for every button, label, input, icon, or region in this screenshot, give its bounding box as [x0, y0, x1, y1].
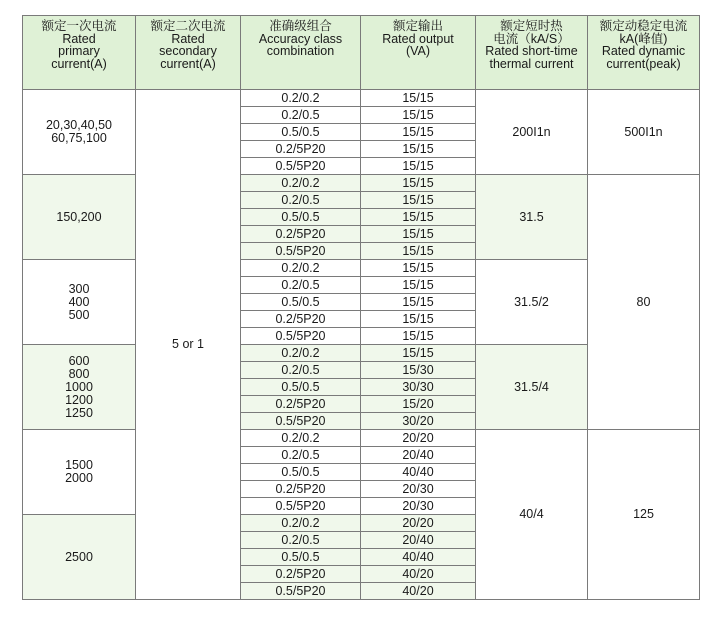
- accuracy-cell: 0.5/0.5: [241, 294, 361, 311]
- output-cell: 20/40: [361, 447, 476, 464]
- thermal-current-cell: 31.5/4: [476, 345, 588, 430]
- thermal-current-cell: 200I1n: [476, 90, 588, 175]
- output-cell: 15/15: [361, 90, 476, 107]
- dynamic-current-cell: 500I1n: [588, 90, 700, 175]
- accuracy-cell: 0.2/5P20: [241, 481, 361, 498]
- output-cell: 15/15: [361, 243, 476, 260]
- header-row: [23, 16, 700, 90]
- accuracy-cell: 0.2/0.2: [241, 260, 361, 277]
- accuracy-cell: 0.2/0.2: [241, 90, 361, 107]
- dynamic-current-cell: 80: [588, 175, 700, 430]
- accuracy-cell: 0.2/0.2: [241, 430, 361, 447]
- primary-current-cell: 20,30,40,50 60,75,100: [23, 90, 136, 175]
- accuracy-cell: 0.2/5P20: [241, 566, 361, 583]
- accuracy-cell: 0.5/5P20: [241, 498, 361, 515]
- accuracy-cell: 0.2/5P20: [241, 226, 361, 243]
- table-row: [23, 175, 700, 192]
- accuracy-cell: 0.2/0.5: [241, 107, 361, 124]
- accuracy-cell: 0.2/5P20: [241, 396, 361, 413]
- accuracy-cell: 0.5/0.5: [241, 464, 361, 481]
- accuracy-cell: 0.5/0.5: [241, 209, 361, 226]
- primary-current-cell: 1500 2000: [23, 430, 136, 515]
- primary-current-cell: 300 400 500: [23, 260, 136, 345]
- header-rated-secondary-current: 额定二次电流 Rated secondary current(A): [136, 16, 241, 90]
- accuracy-cell: 0.2/5P20: [241, 141, 361, 158]
- output-cell: 20/20: [361, 515, 476, 532]
- output-cell: 20/40: [361, 532, 476, 549]
- output-cell: 15/15: [361, 158, 476, 175]
- header-dynamic-current: 额定动稳定电流 kA(峰值) Rated dynamic current(peak): [588, 16, 700, 90]
- output-cell: 15/15: [361, 107, 476, 124]
- primary-current-cell: 2500: [23, 515, 136, 600]
- output-cell: 15/15: [361, 311, 476, 328]
- output-cell: 15/15: [361, 192, 476, 209]
- accuracy-cell: 0.2/0.5: [241, 362, 361, 379]
- thermal-current-cell: 40/4: [476, 430, 588, 600]
- spec-table: [22, 15, 700, 600]
- output-cell: 15/20: [361, 396, 476, 413]
- output-cell: 40/20: [361, 566, 476, 583]
- output-cell: 15/15: [361, 328, 476, 345]
- output-cell: 20/20: [361, 430, 476, 447]
- accuracy-cell: 0.5/5P20: [241, 243, 361, 260]
- thermal-current-cell: 31.5: [476, 175, 588, 260]
- accuracy-cell: 0.2/0.5: [241, 192, 361, 209]
- output-cell: 40/20: [361, 583, 476, 600]
- output-cell: 30/30: [361, 379, 476, 396]
- output-cell: 15/15: [361, 277, 476, 294]
- output-cell: 15/15: [361, 260, 476, 277]
- output-cell: 30/20: [361, 413, 476, 430]
- accuracy-cell: 0.5/0.5: [241, 549, 361, 566]
- accuracy-cell: 0.2/0.5: [241, 277, 361, 294]
- accuracy-cell: 0.5/0.5: [241, 379, 361, 396]
- accuracy-cell: 0.5/5P20: [241, 583, 361, 600]
- output-cell: 40/40: [361, 549, 476, 566]
- accuracy-cell: 0.2/5P20: [241, 311, 361, 328]
- accuracy-cell: 0.5/5P20: [241, 158, 361, 175]
- table-row: [23, 430, 700, 447]
- accuracy-cell: 0.2/0.5: [241, 532, 361, 549]
- accuracy-cell: 0.5/5P20: [241, 328, 361, 345]
- secondary-current-cell: 5 or 1: [136, 90, 241, 600]
- output-cell: 15/15: [361, 294, 476, 311]
- output-cell: 15/15: [361, 175, 476, 192]
- accuracy-cell: 0.2/0.2: [241, 515, 361, 532]
- dynamic-current-cell: 125: [588, 430, 700, 600]
- output-cell: 40/40: [361, 464, 476, 481]
- primary-current-cell: 150,200: [23, 175, 136, 260]
- header-thermal-current: 额定短时热 电流（kA/S） Rated short-time thermal current: [476, 16, 588, 90]
- output-cell: 15/15: [361, 345, 476, 362]
- output-cell: 20/30: [361, 498, 476, 515]
- accuracy-cell: 0.2/0.2: [241, 345, 361, 362]
- table-row: [23, 90, 700, 107]
- output-cell: 15/15: [361, 209, 476, 226]
- thermal-current-cell: 31.5/2: [476, 260, 588, 345]
- accuracy-cell: 0.2/0.2: [241, 175, 361, 192]
- output-cell: 20/30: [361, 481, 476, 498]
- output-cell: 15/15: [361, 226, 476, 243]
- output-cell: 15/15: [361, 141, 476, 158]
- primary-current-cell: 600 800 1000 1200 1250: [23, 345, 136, 430]
- header-rated-output: 额定输出 Rated output (VA): [361, 16, 476, 90]
- accuracy-cell: 0.5/5P20: [241, 413, 361, 430]
- accuracy-cell: 0.5/0.5: [241, 124, 361, 141]
- output-cell: 15/30: [361, 362, 476, 379]
- output-cell: 15/15: [361, 124, 476, 141]
- header-accuracy-class: 准确级组合 Accuracy class combination: [241, 16, 361, 90]
- accuracy-cell: 0.2/0.5: [241, 447, 361, 464]
- header-rated-primary-current: 额定一次电流 Rated primary current(A): [23, 16, 136, 90]
